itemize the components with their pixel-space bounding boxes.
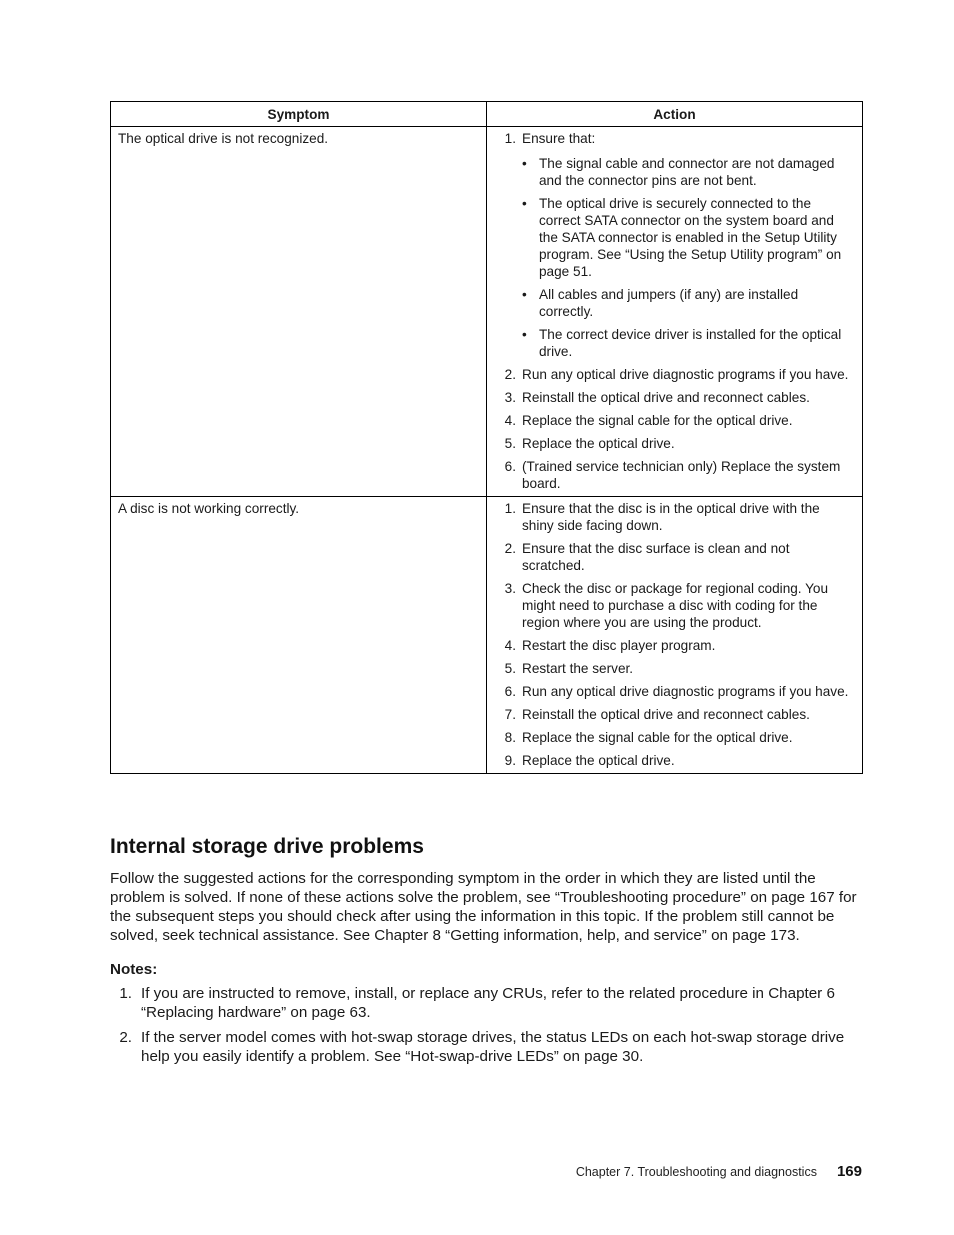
step-number: 2.: [504, 541, 516, 556]
action-step: [500, 500, 854, 534]
step-text: Replace the signal cable for the optical drive.: [522, 413, 793, 428]
step-number: 5.: [504, 661, 516, 676]
intro-paragraph: Follow the suggested actions for the corresponding symptom in the order in which they are listed until the problem is solved. If none of these actions solve the problem, see “Troubleshooting procedure” on page 167 for the subsequent steps you should check after using the information in this topic. If the problem still cannot be solved, seek technical assistance. See Chapter 8 “Getting information, help, and service” on page 173.: [110, 870, 857, 944]
action-cell: [487, 497, 863, 774]
bullet-list: [522, 155, 854, 360]
step-number: 9.: [504, 753, 516, 768]
step-text: Restart the server.: [522, 661, 634, 676]
action-step: [500, 637, 854, 654]
table-row: [111, 497, 863, 774]
action-cell: [487, 127, 863, 497]
action-step: [500, 412, 854, 429]
step-number: 5.: [504, 436, 516, 451]
page-footer: [576, 1163, 862, 1180]
notes-list: [110, 984, 862, 1072]
step-number: 2.: [504, 367, 516, 382]
note-item: [110, 984, 862, 1022]
action-step: [500, 752, 854, 769]
bullet-item: [522, 195, 854, 280]
troubleshooting-table: [110, 101, 863, 774]
bullet-text: The signal cable and connector are not damaged and the connector pins are not bent.: [539, 156, 835, 188]
step-number: 4.: [504, 413, 516, 428]
action-step: [500, 366, 854, 383]
step-text: Ensure that the disc surface is clean and not scratched.: [522, 541, 790, 573]
note-number: 2.: [119, 1029, 132, 1046]
action-step: [500, 580, 854, 631]
action-step: [500, 435, 854, 452]
step-text: Replace the optical drive.: [522, 753, 675, 768]
symptom-column-header: Symptom: [111, 102, 487, 127]
action-step: [500, 729, 854, 746]
action-step: [500, 389, 854, 406]
step-number: 1.: [504, 131, 516, 146]
step-number: 4.: [504, 638, 516, 653]
step-text: Run any optical drive diagnostic programs if you have.: [522, 367, 849, 382]
bullet-item: [522, 155, 854, 189]
note-number: 1.: [119, 985, 132, 1002]
action-step: [500, 130, 854, 360]
bullet-item: [522, 326, 854, 360]
step-number: 3.: [504, 390, 516, 405]
note-item: [110, 1028, 862, 1066]
footer-chapter-title: Chapter 7. Troubleshooting and diagnostics: [575, 1165, 817, 1179]
step-number: 6.: [504, 684, 516, 699]
action-steps: [500, 130, 854, 492]
action-step: [500, 660, 854, 677]
bullet-icon: •: [522, 327, 527, 342]
action-column-header: Action: [487, 102, 863, 127]
action-step: [500, 540, 854, 574]
table-header-row: [111, 102, 863, 127]
action-step: [500, 706, 854, 723]
section-heading: Internal storage drive problems: [110, 835, 424, 858]
bullet-icon: •: [522, 287, 527, 302]
bullet-item: [522, 286, 854, 320]
table-row: [111, 127, 863, 497]
step-number: 7.: [504, 707, 516, 722]
symptom-cell: The optical drive is not recognized.: [111, 127, 487, 497]
step-number: 6.: [504, 459, 516, 474]
step-number: 1.: [504, 501, 516, 516]
step-text: Reinstall the optical drive and reconnect cables.: [522, 707, 810, 722]
step-text: Run any optical drive diagnostic programs if you have.: [522, 684, 849, 699]
step-text: Reinstall the optical drive and reconnect cables.: [522, 390, 810, 405]
step-text: Restart the disc player program.: [522, 638, 716, 653]
step-text: (Trained service technician only) Replace the system board.: [522, 459, 841, 491]
step-text: Ensure that the disc is in the optical drive with the shiny side facing down.: [522, 501, 820, 533]
step-text: Ensure that:: [522, 131, 596, 146]
step-number: 8.: [504, 730, 516, 745]
action-steps: [500, 500, 854, 769]
step-number: 3.: [504, 581, 516, 596]
action-step: [500, 458, 854, 492]
symptom-cell: A disc is not working correctly.: [111, 497, 487, 774]
action-step: [500, 683, 854, 700]
bullet-text: The correct device driver is installed for the optical drive.: [539, 327, 842, 359]
bullet-text: The optical drive is securely connected to the correct SATA connector on the system board and the SATA connector is enabled in the Setup Utility program. See “Using the Setup Utility program” on page 51.: [539, 196, 842, 279]
step-text: Check the disc or package for regional coding. You might need to purchase a disc with coding for the region where you are using the product.: [522, 581, 829, 630]
page-number: 169: [836, 1163, 862, 1180]
bullet-icon: •: [522, 196, 527, 211]
note-text: If you are instructed to remove, install, or replace any CRUs, refer to the related procedure in Chapter 6 “Replacing hardware” on page 63.: [141, 985, 835, 1021]
notes-heading: Notes:: [110, 961, 158, 978]
bullet-icon: •: [522, 156, 527, 171]
note-text: If the server model comes with hot-swap storage drives, the status LEDs on each hot-swap storage drive help you easily identify a problem. See “Hot-swap-drive LEDs” on page 30.: [141, 1029, 845, 1065]
step-text: Replace the signal cable for the optical drive.: [522, 730, 793, 745]
bullet-text: All cables and jumpers (if any) are installed correctly.: [539, 287, 799, 319]
step-text: Replace the optical drive.: [522, 436, 675, 451]
